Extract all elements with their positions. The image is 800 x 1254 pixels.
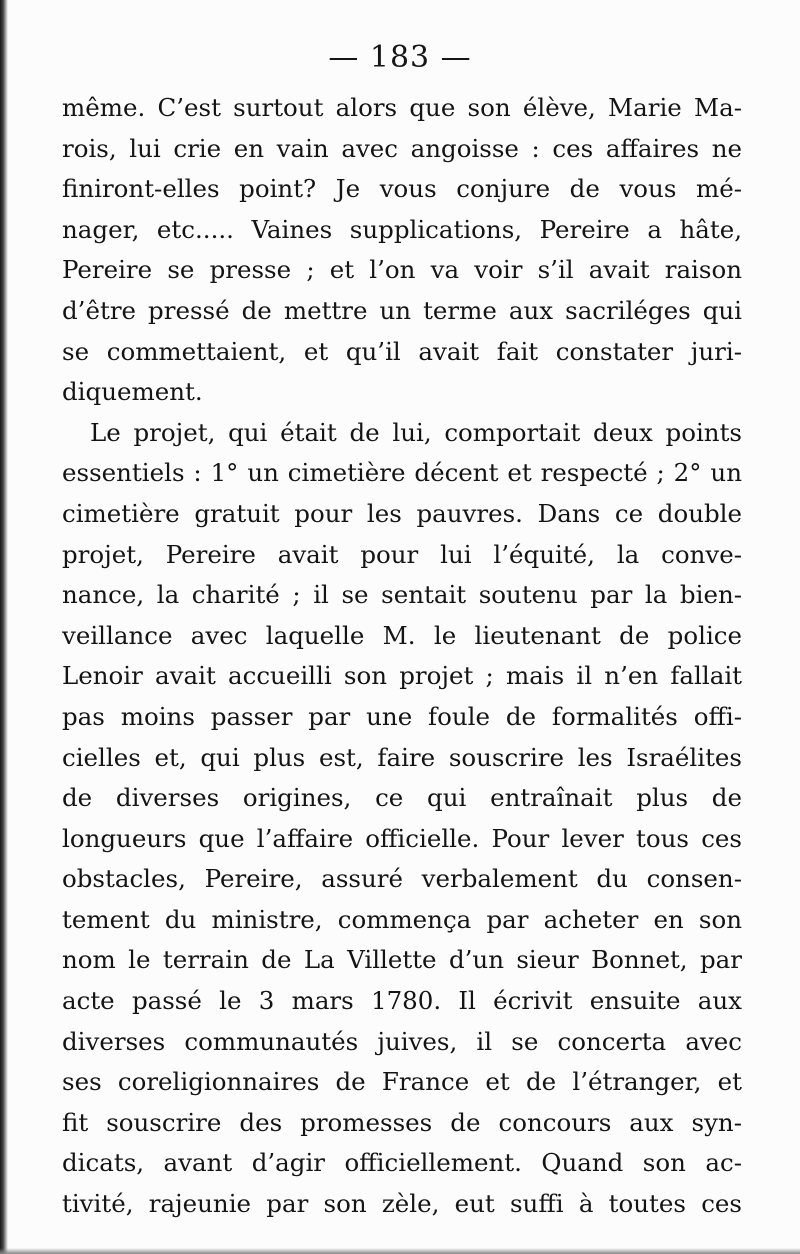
text-line: pas moins passer par une foule de formalités offi- [62, 701, 742, 731]
text-line: tivité, rajeunie par son zèle, eut suffi à toutes ces [62, 1189, 742, 1219]
text-line: cimetière gratuit pour les pauvres. Dans ce double [62, 498, 742, 528]
text-line: de diverses origines, ce qui entraînait plus de [62, 783, 742, 813]
text-line: se commettaient, et qu’il avait fait constater juri- [62, 336, 742, 366]
text-line: diquement. [62, 377, 203, 407]
text-line: ses coreligionnaires de France et de l’étranger, et [62, 1067, 742, 1097]
text-line: Lenoir avait accueilli son projet ; mais il n’en fallait [62, 661, 742, 691]
page-edge-shadow [0, 0, 8, 1254]
text-line: Le projet, qui était de lui, comportait deux points [90, 417, 742, 447]
text-line: même. C’est surtout alors que son élève, Marie Ma- [62, 93, 742, 122]
text-line: nager, etc..... Vaines supplications, Pereire a hâte, [62, 214, 742, 244]
text-line: acte passé le 3 mars 1780. Il écrivit ensuite aux [62, 986, 742, 1016]
text-line: fit souscrire des promesses de concours aux syn- [62, 1107, 742, 1137]
text-line: tement du ministre, commença par acheter en son [62, 904, 742, 934]
text-line: d’être pressé de mettre un terme aux sacriléges qui [62, 295, 742, 325]
text-line: longueurs que l’affaire officielle. Pour lever tous ces [62, 823, 742, 853]
text-line: dicats, avant d’agir officiellement. Quand son ac- [62, 1148, 742, 1178]
body-text [62, 88, 742, 1225]
text-line: rois, lui crie en vain avec angoisse : ces affaires ne [62, 133, 742, 163]
text-line: nance, la charité ; il se sentait soutenu par la bien- [62, 580, 742, 610]
text-line: essentiels : 1° un cimetière décent et respecté ; 2° un [62, 458, 742, 488]
text-line: veillance avec laquelle M. le lieutenant de police [62, 620, 742, 650]
text-line: Pereire se presse ; et l’on va voir s’il avait raison [62, 255, 742, 285]
text-line: finiront-elles point? Je vous conjure de vous mé- [62, 174, 742, 204]
text-line: projet, Pereire avait pour lui l’équité, la conve- [62, 539, 742, 569]
page-bottom-shadow [0, 1248, 800, 1254]
text-line: cielles et, qui plus est, faire souscrire les Israélites [62, 742, 742, 772]
text-line: diverses communautés juives, il se concerta avec [62, 1026, 742, 1056]
text-line: nom le terrain de La Villette d’un sieur Bonnet, par [62, 945, 742, 975]
text-line: obstacles, Pereire, assuré verbalement du consen- [62, 864, 742, 894]
page-number: — 183 — [328, 40, 472, 75]
